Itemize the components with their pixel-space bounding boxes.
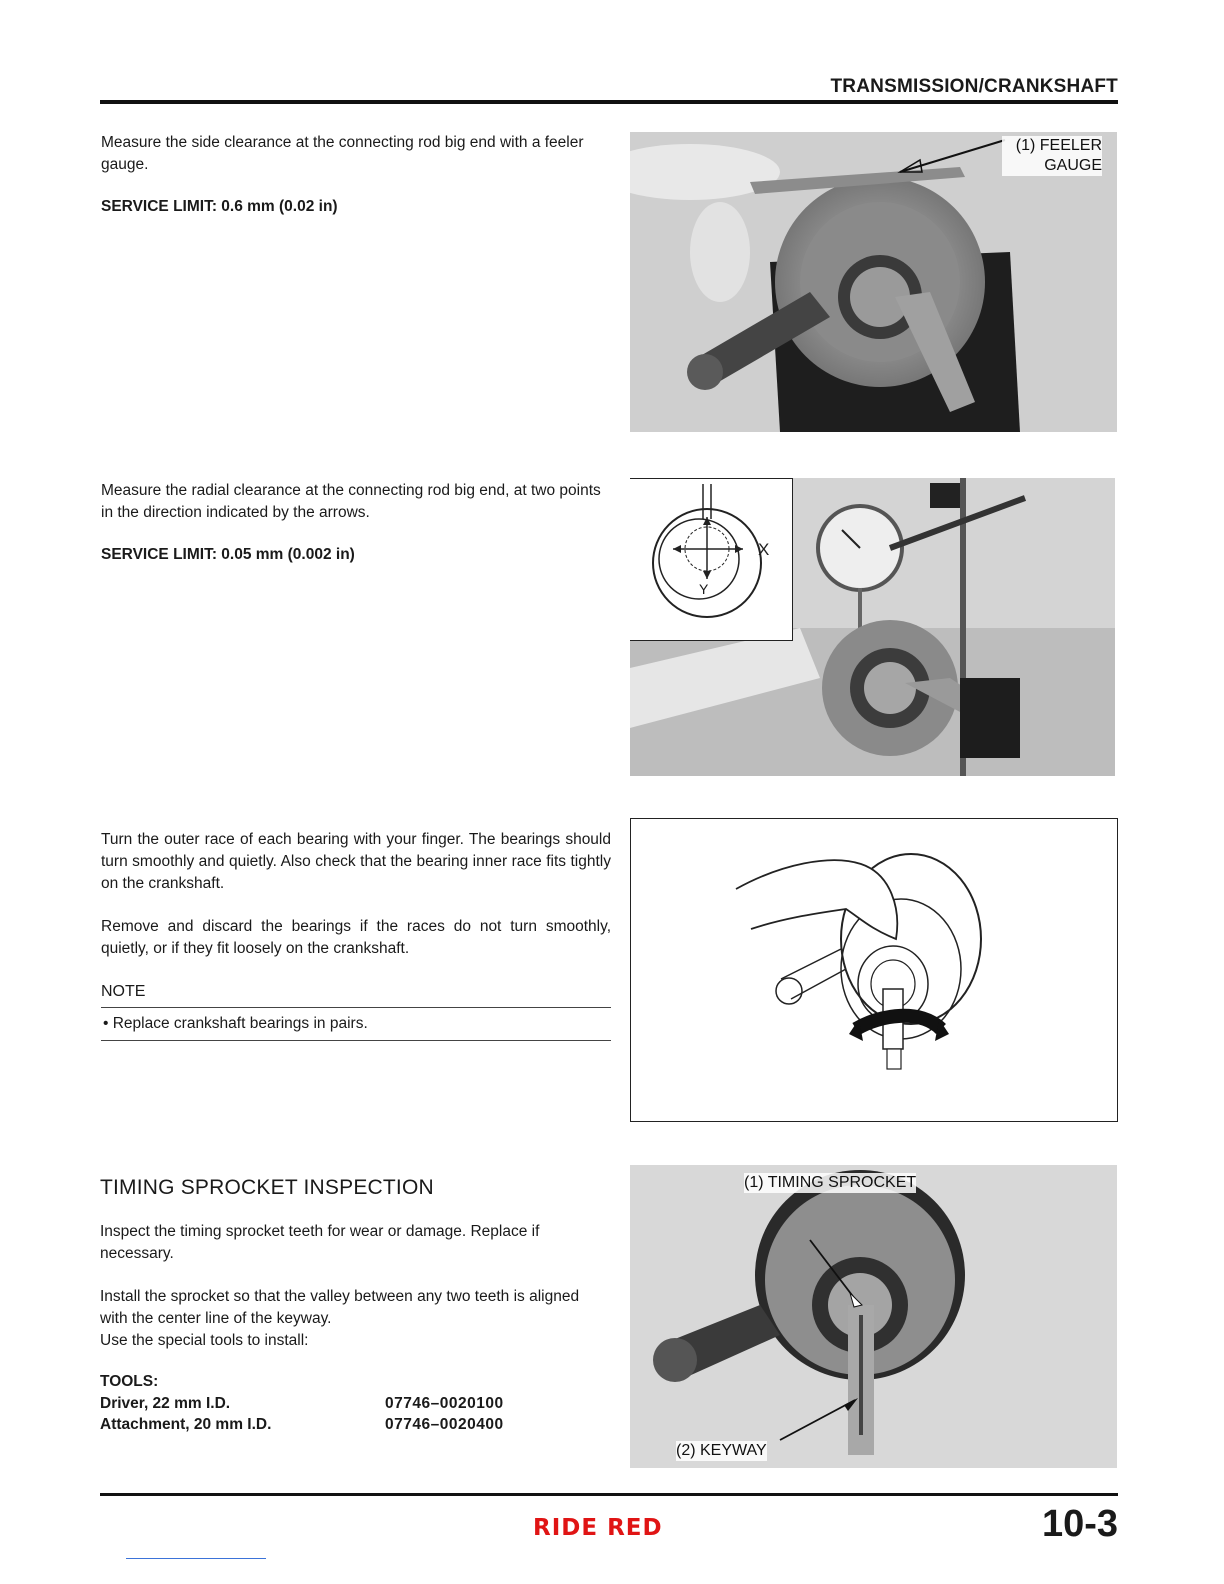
dial-indicator-photo (630, 478, 1115, 776)
radial-clearance-limit: SERVICE LIMIT: 0.05 mm (0.002 in) (101, 546, 355, 563)
page-number: 10-3 (1041, 1503, 1118, 1545)
note-bottom-rule (101, 1040, 611, 1041)
note-bullet: • Replace crankshaft bearings in pairs. (103, 1015, 368, 1032)
special-tools-text: Use the special tools to install: (100, 1332, 309, 1349)
tools-label: TOOLS: (100, 1373, 159, 1390)
footer-brand-logo: RIDE RED (533, 1515, 663, 1541)
sprocket-install-text: Install the sprocket so that the valley between any two teeth is aligned with the center line of the keyway. (100, 1288, 580, 1327)
feeler-gauge-callout: (1) FEELER GAUGE (1002, 136, 1102, 176)
side-clearance-text: Measure the side clearance at the connecting rod big end with a feeler gauge. (101, 134, 584, 173)
header-rule (100, 100, 1118, 104)
timing-sprocket-heading: TIMING SPROCKET INSPECTION (100, 1176, 434, 1199)
tool-name: Driver, 22 mm I.D. (100, 1395, 231, 1412)
page-header-title: TRANSMISSION/CRANKSHAFT (830, 76, 1118, 97)
bearing-check-text: Turn the outer race of each bearing with your finger. The bearings should turn smoothly and quietly. Also check that the bearing inner race fits tightly on the crankshaft. (101, 831, 611, 892)
footer-rule (100, 1493, 1118, 1496)
bearing-discard-text: Remove and discard the bearings if the races do not turn smoothly, quietly, or if they fit loosely on the crankshaft. (101, 918, 611, 957)
feeler-gauge-photo (630, 132, 1117, 432)
tool-code: 07746–0020400 (385, 1416, 504, 1433)
side-clearance-limit: SERVICE LIMIT: 0.6 mm (0.02 in) (101, 198, 338, 215)
radial-clearance-text: Measure the radial clearance at the connecting rod big end, at two points in the direction indicated by the arrows. (101, 482, 601, 521)
tool-code: 07746–0020100 (385, 1395, 504, 1412)
note-top-rule (101, 1007, 611, 1008)
tool-name: Attachment, 20 mm I.D. (100, 1416, 272, 1433)
keyway-callout: (2) KEYWAY (676, 1442, 767, 1459)
sprocket-inspect-text: Inspect the timing sprocket teeth for wear or damage. Replace if necessary. (100, 1223, 540, 1262)
bearing-illustration (630, 818, 1118, 1122)
axis-label-x: X (758, 540, 770, 559)
timing-sprocket-callout: (1) TIMING SPROCKET (744, 1174, 917, 1191)
note-label: NOTE (101, 983, 146, 1000)
bottom-link-line (126, 1558, 266, 1559)
axis-label-y: Y (699, 581, 709, 597)
timing-sprocket-photo (630, 1165, 1117, 1468)
